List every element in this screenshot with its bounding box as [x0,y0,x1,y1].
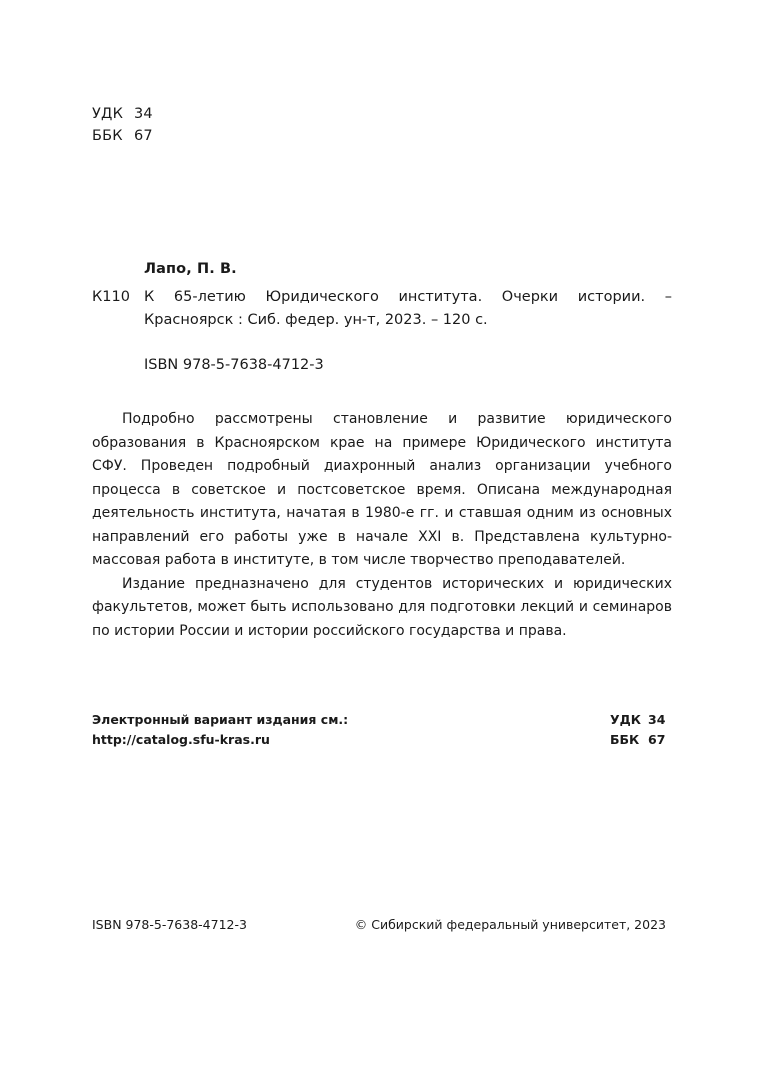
annotation-paragraph: Подробно рассмотрены становление и развитие юридического образования в Красноярском крае на примере Юридического института СФУ. Проведен подробный диахронный анализ организации учебного процесса в советское и постсоветское время. Описана международная деятельность института, начатая в 1980-е гг. и ставшая одним из основных направлений его работы уже в начале XXI в. Представлена культурно-массовая работа в институте, в том числе творчество преподавателей. [92,411,672,568]
udk-value-bottom: 34 [648,712,666,727]
title-statement: К 65-летию Юридического института. Очерки истории. – Красноярск : Сиб. федер. ун-т, 2023. – 120 с. [144,289,672,328]
udk-label-top: УДК [92,106,124,122]
electronic-variant-left [92,710,348,750]
electronic-variant-caption: Электронный вариант издания см.: [92,712,349,727]
udk-value-top: 34 [134,106,153,122]
bbk-value-top: 67 [134,128,153,144]
author-name: Лапо, П. В. [144,261,237,277]
bbk-row-bottom [610,730,672,750]
annotation-text [92,408,672,643]
udk-row-top [92,103,174,125]
bibliographic-record [92,258,672,377]
isbn-main: ISBN 978-5-7638-4712-3 [144,357,324,373]
bbk-row-top [92,125,174,147]
bbk-value-bottom: 67 [648,732,666,747]
page-footer [92,915,672,935]
isbn-footer: ISBN 978-5-7638-4712-3 [92,917,247,932]
udk-label-bottom: УДК [610,712,641,727]
bbk-label-top: ББК [92,128,123,144]
classification-codes-top [92,103,174,147]
shelf-mark: К110 [92,289,130,305]
annotation-paragraph: Издание предназначено для студентов исторических и юридических факультетов, может быть использовано для подготовки лекций и семинаров по истории России и истории российского государства и права. [92,575,672,639]
electronic-variant-block [92,710,672,750]
biblio-body [92,286,672,332]
classification-codes-bottom [610,710,672,750]
catalog-url[interactable]: http://catalog.sfu-kras.ru [92,732,270,747]
udk-row-bottom [610,710,672,730]
bbk-label-bottom: ББК [610,732,640,747]
copyright-notice: © Сибирский федеральный университет, 2023 [354,917,666,932]
